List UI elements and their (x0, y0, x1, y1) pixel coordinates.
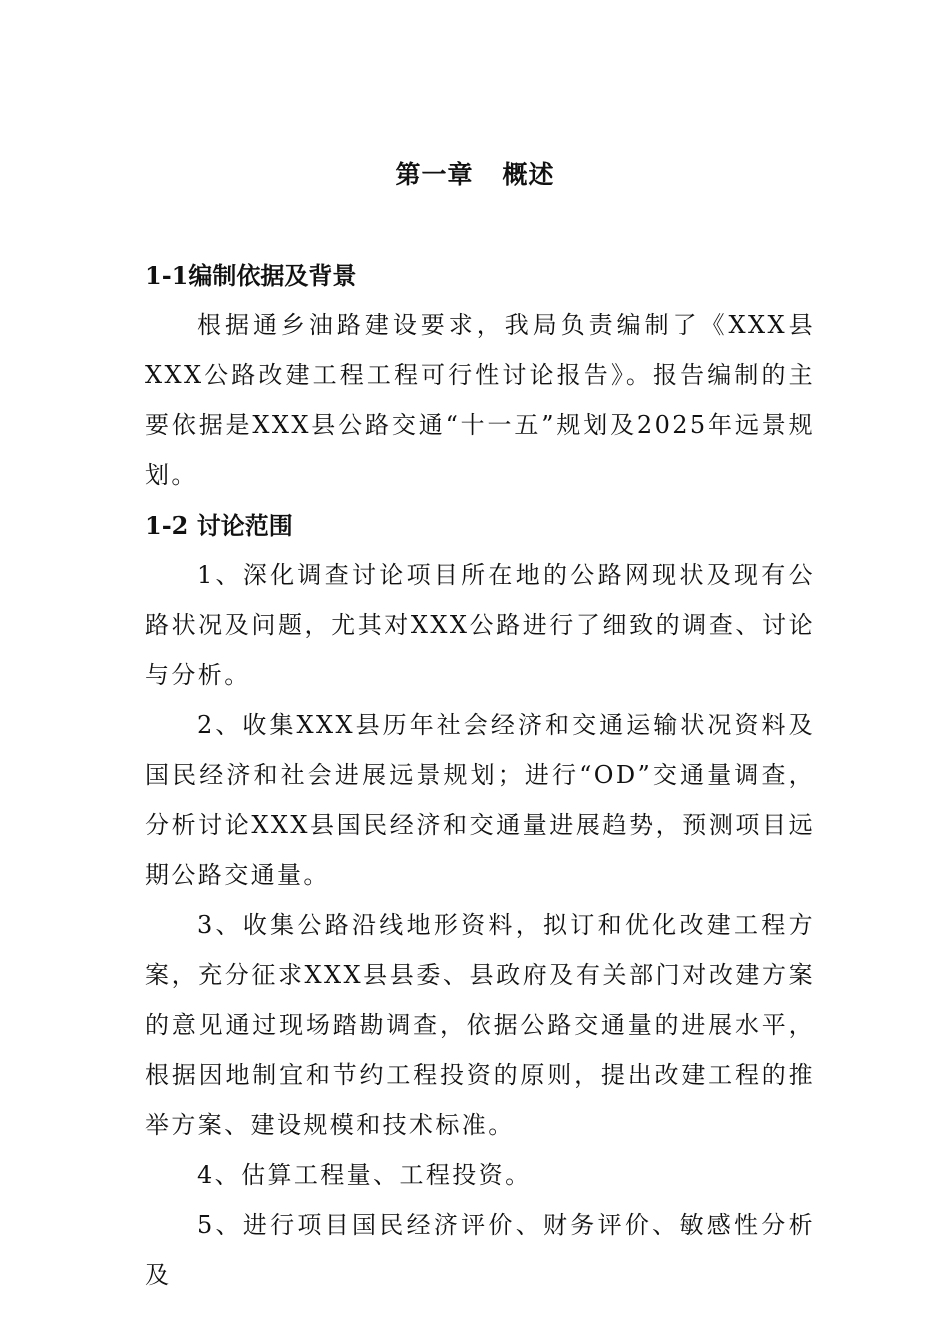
paragraph-scope-3: 3、收集公路沿线地形资料，拟订和优化改建工程方案，充分征求XXX县县委、县政府及有关部门对改建方案的意见通过现场踏勘调查，依据公路交通量的进展水平，根据因地制宜和节约工程投资的原则，提出改建工程的推举方案、建设规模和技术标准。 (145, 911, 815, 1139)
paragraph-scope-1: 1、深化调查讨论项目所在地的公路网现状及现有公路状况及问题，尤其对XXX公路进行了细致的调查、讨论与分析。 (145, 561, 815, 689)
paragraph-basis: 根据通乡油路建设要求，我局负责编制了《XXX县XXX公路改建工程工程可行性讨论报告》。报告编制的主要依据是XXX县公路交通“十一五”规划及2025年远景规划。 (145, 311, 815, 489)
section-heading-1-2: 1-2 讨论范围 (145, 511, 293, 540)
document-body (145, 252, 815, 1300)
paragraph-scope-4: 4、估算工程量、工程投资。 (197, 1161, 532, 1189)
section-heading-1-1: 1-1编制依据及背景 (145, 261, 357, 290)
chapter-title: 第一章 概述 (395, 160, 555, 189)
paragraph-scope-5: 5、进行项目国民经济评价、财务评价、敏感性分析及 (145, 1211, 815, 1289)
paragraph-scope-2: 2、收集XXX县历年社会经济和交通运输状况资料及国民经济和社会进展远景规划；进行“OD”交通量调查，分析讨论XXX县国民经济和交通量进展趋势，预测项目远期公路交通量。 (145, 711, 815, 889)
